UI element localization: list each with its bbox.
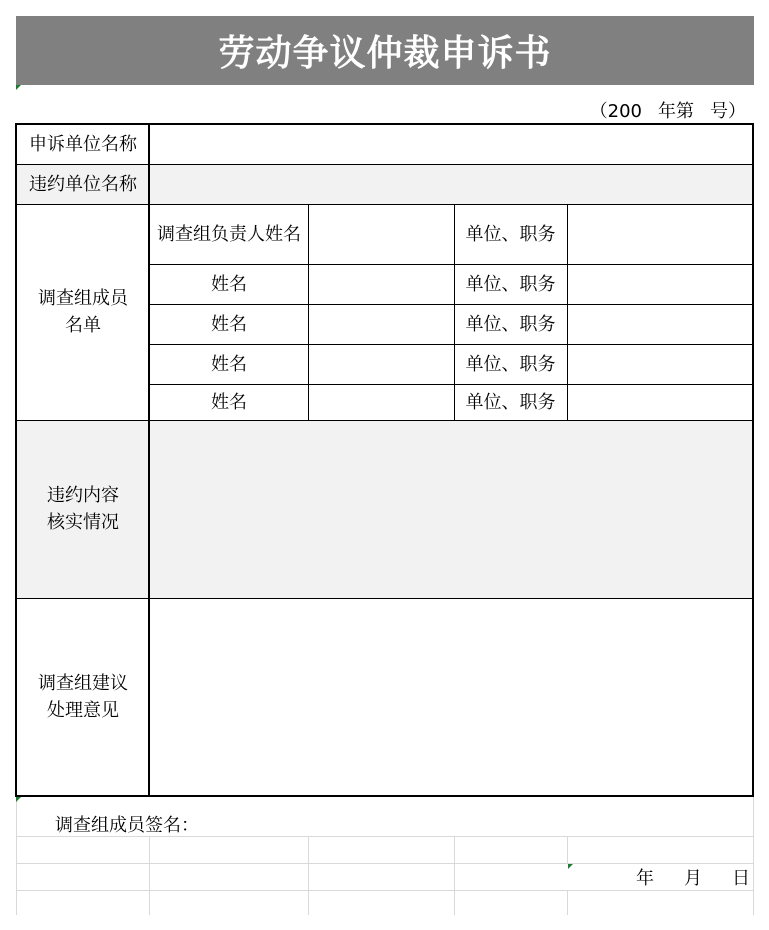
member-unit-label: 单位、职务: [465, 313, 556, 335]
table-border: [16, 598, 754, 599]
table-border: [308, 204, 309, 420]
table-border: [16, 795, 754, 797]
signature-date[interactable]: [568, 864, 750, 890]
table-border: [150, 344, 754, 345]
gridline: [567, 836, 568, 863]
table-border: [454, 204, 455, 420]
table-border: [16, 204, 754, 205]
date-month: 月: [684, 868, 702, 889]
cell-comment-marker: [16, 85, 21, 90]
signature-cell[interactable]: [16, 837, 149, 863]
team-leader-name-label: 调查组负责人姓名: [157, 223, 301, 245]
date-day: 日: [732, 868, 750, 889]
table-border: [148, 123, 150, 797]
signature-cell[interactable]: [455, 837, 567, 863]
team-leader-unit-label: 单位、职务: [465, 223, 556, 245]
team-leader-unit-field[interactable]: [567, 204, 753, 264]
violation-unit-value[interactable]: [150, 164, 753, 204]
appeal-unit-label: 申诉单位名称: [29, 133, 137, 155]
signature-label: 调查组成员签名：: [55, 815, 199, 836]
title-bar: [16, 16, 754, 85]
docno-open: （200: [589, 101, 642, 122]
member-unit-field[interactable]: [567, 304, 753, 344]
member-unit-label: 单位、职务: [465, 353, 556, 375]
docno-year: 年第: [658, 101, 694, 122]
team-leader-name-field[interactable]: [308, 204, 454, 264]
table-border: [150, 384, 754, 385]
document-number: [16, 97, 746, 123]
table-border: [16, 123, 754, 125]
team-opinion-value[interactable]: [150, 598, 753, 796]
member-unit-field[interactable]: [567, 264, 753, 304]
violation-check-label: 违约内容 核实情况: [47, 485, 119, 533]
docno-close: 号）: [710, 101, 746, 122]
violation-check-value[interactable]: [150, 420, 753, 598]
cell-comment-marker: [568, 864, 573, 869]
member-unit-label: 单位、职务: [465, 273, 556, 295]
gridline: [753, 797, 754, 915]
appeal-unit-value[interactable]: [150, 124, 753, 164]
member-name-field[interactable]: [308, 384, 454, 420]
gridline: [567, 890, 568, 915]
table-border: [752, 123, 754, 797]
member-name-label: 姓名: [211, 353, 247, 375]
table-border: [16, 164, 754, 165]
member-name-label: 姓名: [211, 313, 247, 335]
member-unit-label: 单位、职务: [465, 391, 556, 413]
violation-unit-label: 违约单位名称: [29, 173, 137, 195]
member-name-field[interactable]: [308, 304, 454, 344]
table-border: [150, 304, 754, 305]
table-border: [567, 204, 568, 420]
gridline: [16, 890, 754, 891]
member-name-field[interactable]: [308, 264, 454, 304]
member-unit-field[interactable]: [567, 344, 753, 384]
member-name-field[interactable]: [308, 344, 454, 384]
document-title: 劳动争议仲裁申诉书: [218, 33, 552, 74]
member-name-label: 姓名: [211, 391, 247, 413]
table-border: [150, 264, 754, 265]
table-border: [16, 420, 754, 421]
cell-comment-marker: [16, 797, 21, 802]
date-year: 年: [636, 868, 654, 889]
member-unit-field[interactable]: [567, 384, 753, 420]
member-name-label: 姓名: [211, 273, 247, 295]
team-opinion-label: 调查组建议 处理意见: [38, 673, 128, 721]
signature-cell[interactable]: [150, 837, 308, 863]
signature-cell[interactable]: [309, 837, 454, 863]
table-border: [15, 123, 17, 797]
team-list-label: 调查组成员 名单: [38, 288, 128, 336]
